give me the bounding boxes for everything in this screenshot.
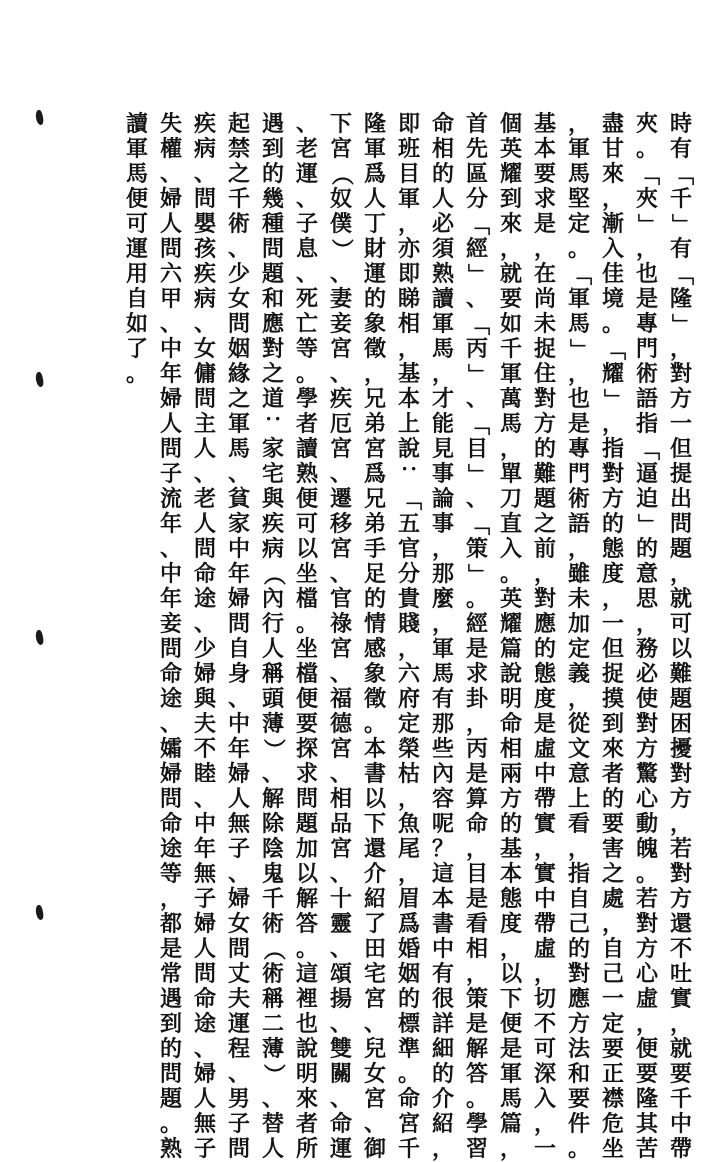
binding-mark-icon	[35, 904, 45, 920]
text-column: 起 禁 之 千 術 、 少 女 問 姻 緣 之 軍 馬 、 貧 家 中 年 婦 問 自 身 、 中 年 婦 人 無 子 、 婦 女 問 丈 夫 運 程 、 男 子 問	[227, 111, 250, 1162]
text-column: 首 先 區 分 「 經 」 、 「 丙 」 、 「 目 」 、 「 策 」 。 經 是 求 卦 ， 丙 是 算 命 ， 目 是 看 相 ， 策 是 解 答 。 學 習	[464, 111, 491, 1162]
text-column: 下 宮 （ 奴 僕 ） 、 妻 妾 宮 、 疾 厄 宮 、 遷 移 宮 、 官 祿 宮 、 福 德 宮 、 相 品 宮 、 十 靈 、 頌 揚 、 雙 關 、 命 運	[328, 111, 355, 1162]
text-column: 疾 病 、 問 嬰 孩 疾 病 、 女 傭 問 主 人 、 老 人 問 命 途 、 少 婦 與 夫 不 睦 、 中 年 無 子 婦 人 問 命 途 、 婦 人 無 子	[193, 111, 216, 1162]
text-column: 基 本 要 求 是 ， 在 尚 未 捉 住 對 方 的 難 題 之 前 ， 對 應 的 態 度 是 虛 中 帶 實 ， 實 中 帶 虛 ， 切 不 可 深 入 ， 一	[533, 111, 556, 1162]
text-column: 盡 甘 來 ， 漸 入 佳 境 。 「 耀 」 ， 指 對 方 的 態 度 ， 一 但 捉 摸 到 來 者 的 要 害 之 處 ， 自 己 一 定 要 正 襟 危 坐	[600, 111, 627, 1162]
text-column: 失 權 、 婦 人 問 六 甲 、 中 年 婦 人 問 子 流 年 、 中 年 妾 問 命 途 、 孀 婦 問 命 途 等 ， 都 是 常 遇 到 的 問 題 。 熟	[159, 111, 182, 1162]
text-column: 隆 軍 爲 人 丁 財 運 的 象 徵 ， 兄 弟 宮 爲 兄 弟 手 足 的 情 感 象 徵 。 本 書 以 下 還 介 紹 了 田 宅 宮 、 兒 女 宮 、 御	[363, 111, 386, 1162]
text-column: 、 老 運 、 子 息 、 死 亡 等 。 學 者 讀 熟 便 可 以 坐 檔 。 坐 檔 便 要 探 求 問 題 加 以 解 答 。 這 裡 也 說 明 來 者 所	[295, 111, 318, 1162]
text-column: 時 有 「 千 」 有 「 隆 」 ， 對 方 一 但 提 出 問 題 ， 就 可 以 難 題 困 擾 對 方 ， 若 對 方 還 不 吐 實 ， 就 要 千 中 帶	[668, 111, 695, 1162]
text-column: 即 班 目 軍 ， 亦 即 睇 相 ， 基 本 上 說 ： 「 五 官 分 貴 賤 ， 六 府 定 榮 枯 ， 魚 尾 ， 眉 爲 婚 姻 的 標 準 。 命 宮 千	[396, 111, 423, 1162]
vertical-text-block	[120, 111, 695, 1162]
binding-mark-icon	[35, 371, 45, 387]
text-column: 命 相 的 人 必 須 熟 讀 軍 馬 ， 才 能 見 事 論 事 ， 那 麼 ， 軍 馬 有 那 些 內 容 呢 ？ 這 本 書 中 有 很 詳 細 的 介 紹 ，	[431, 111, 454, 1162]
text-column: 讀 軍 馬 便 可 運 用 自 如 了 。	[125, 111, 148, 387]
text-column: 夾 。 「 夾 」 ， 也 是 專 門 術 語 指 「 逼 迫 」 的 意 思 ， 務 必 使 對 方 驚 心 動 魄 。 若 對 方 心 虛 ， 便 要 隆 其 苦	[634, 111, 661, 1162]
binding-mark-icon	[35, 629, 45, 645]
text-column: 個 英 耀 到 來 ， 就 要 如 千 軍 萬 馬 ， 單 刀 直 入 。 英 耀 篇 說 明 命 相 兩 方 的 基 本 態 度 ， 以 下 便 是 軍 馬 篇 ，	[499, 111, 522, 1162]
text-column: 遇 到 的 幾 種 問 題 和 應 對 之 道 ： 家 宅 與 疾 病 （ 內 行 人 稱 頭 薄 ） 、 解 除 陰 鬼 千 術 （ 術 稱 二 薄 ） 、 替 人	[260, 111, 287, 1162]
text-column: ， 軍 馬 堅 定 。 「 軍 馬 」 ， 也 是 專 門 術 語 ， 雖 未 加 定 義 ， 從 文 意 上 看 ， 指 自 己 的 對 應 方 法 和 要 件 。	[566, 111, 593, 1162]
binding-mark-icon	[35, 109, 45, 125]
